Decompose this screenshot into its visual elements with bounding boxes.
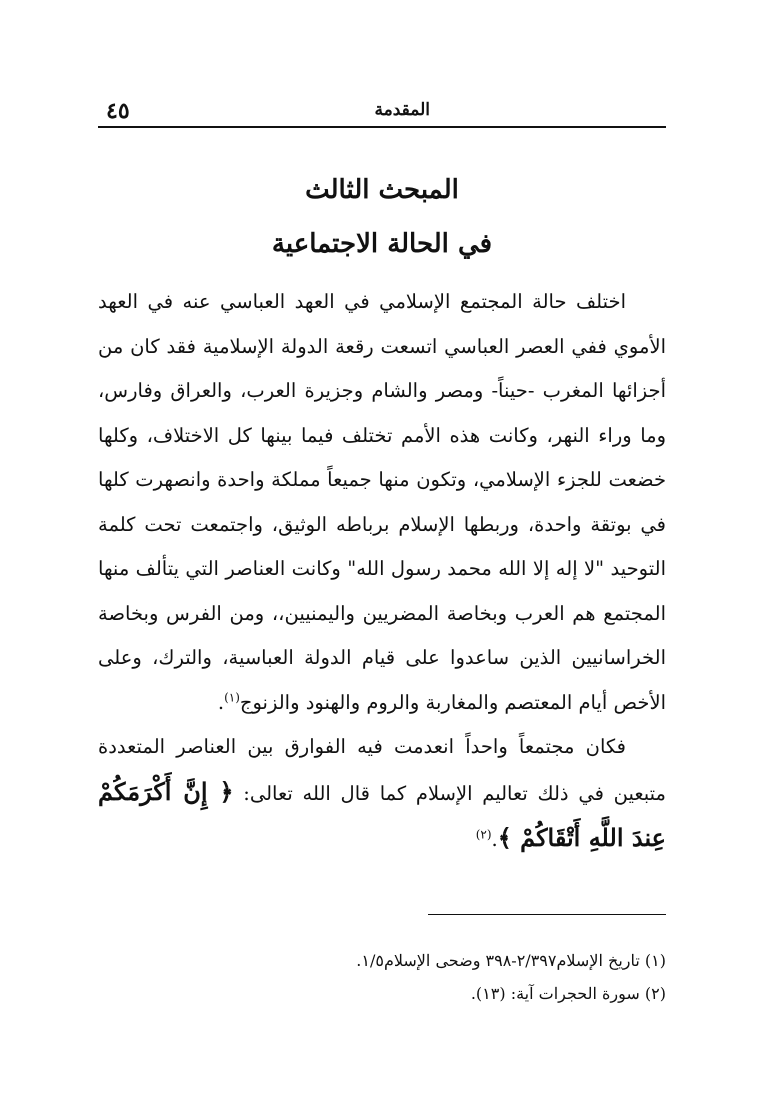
- paragraph-2-text: فكان مجتمعاً واحداً انعدمت فيه الفوارق بين العناصر المتعددة متبعين في ذلك تعاليم الإسلام كما قال الله تعالى:: [98, 735, 666, 805]
- page-header: [98, 98, 666, 128]
- running-title: المقدمة: [374, 100, 430, 120]
- paragraph-1-text: اختلف حالة المجتمع الإسلامي في العهد العباسي عنه في العهد الأموي ففي العصر العباسي اتسعت رقعة الدولة الإسلامية فقد كان من أجزائها المغرب -حيناً- ومصر والشام وجزيرة العرب، والعراق وفارس، وما وراء النهر، وكانت هذه الأمم تختلف فيما بينها كل الاختلاف، وكلها خضعت للجزء الإسلامي، وتكون منها جميعاً مملكة واحدة وانصهرت كلها في بوتقة واحدة، وربطها الإسلام برباطه الوثيق، واجتمعت تحت كلمة التوحيد "لا إله إلا الله محمد رسول الله" وكانت العناصر التي يتألف منها المجتمع هم العرب وبخاصة المضريين واليمنيين،، ومن الفرس وبخاصة الخراسانيين الذين ساعدوا على قيام الدولة العباسية، والترك، وعلى الأخص أيام المعتصم والمغاربة والروم والهنود والزنوج: [98, 290, 666, 714]
- section-headings: [98, 168, 666, 266]
- footnote-divider: [428, 914, 666, 915]
- section-subtitle: في الحالة الاجتماعية: [271, 229, 493, 259]
- footnotes: [98, 944, 666, 1010]
- footnote-ref-1: (١): [224, 690, 240, 704]
- paragraph-2: [98, 725, 666, 863]
- footnote-ref-2: (٢): [475, 827, 492, 842]
- paragraph-1: [98, 280, 666, 725]
- quran-verse: ﴿ إِنَّ أَكْرَمَكُمْ عِندَ اللَّهِ أَتْقَاكُمْ ﴾: [98, 776, 666, 852]
- page-number: ٤٥: [106, 98, 130, 124]
- body-text: [98, 280, 666, 863]
- paragraph-1-end: .: [217, 690, 225, 714]
- paragraph-2-end: .: [491, 828, 498, 851]
- footnote-2: (٢) سورة الحجرات آية: (١٣).: [470, 984, 666, 1003]
- section-title: المبحث الثالث: [305, 175, 459, 205]
- footnote-1: (١) تاريخ الإسلام٢/٣٩٧-٣٩٨ وضحى الإسلام١/٥.: [356, 951, 666, 970]
